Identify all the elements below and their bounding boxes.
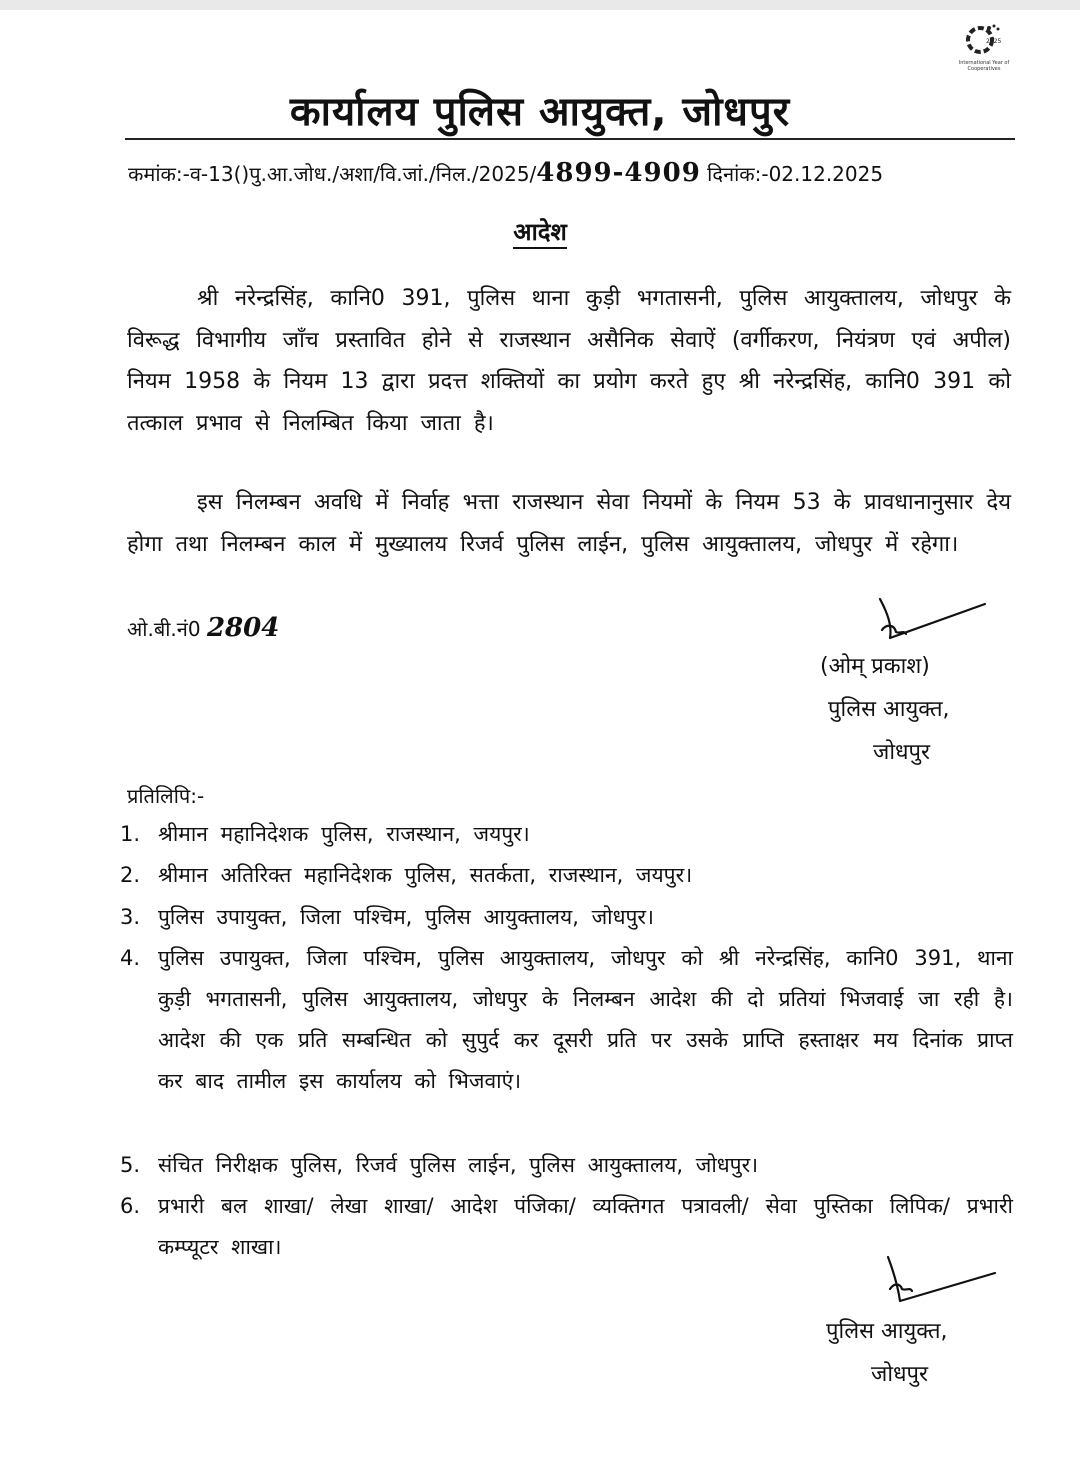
reference-prefix: कमांक:-व-13()पु.आ.जोध./अशा/वि.जां./निल./2025/ xyxy=(128,162,537,186)
dispatch-number-handwritten: 4899-4909 xyxy=(536,158,701,188)
signatory-name: (ओम् प्रकाश) xyxy=(820,654,930,679)
cooperatives-logo xyxy=(952,20,1014,74)
office-heading: कार्यालय पुलिस आयुक्त, जोधपुर xyxy=(289,89,791,135)
ob-number-handwritten: 2804 xyxy=(206,613,280,643)
copy-item-number: 3. xyxy=(120,905,141,929)
ob-label: ओ.बी.नं0 xyxy=(127,617,201,641)
order-title-text: आदेश xyxy=(513,218,567,249)
cooperatives-emblem-icon xyxy=(952,20,1014,60)
copy-item-text: श्रीमान अतिरिक्त महानिदेशक पुलिस, सतर्कता, राजस्थान, जयपुर। xyxy=(158,863,693,887)
copy-item-number: 2. xyxy=(120,863,141,887)
copy-item-text: श्रीमान महानिदेशक पुलिस, राजस्थान, जयपुर। xyxy=(158,822,530,846)
copy-item-text: पुलिस उपायुक्त, जिला पश्चिम, पुलिस आयुक्तालय, जोधपुर को श्री नरेन्द्रसिंह, कानि0 391, थाना कुड़ी भगतासनी, पुलिस आयुक्तालय, जोधपुर के निलम्बन आदेश की दो प्रतियां भिजवाई जा रही है। आदेश की एक प्रति सम्बन्धित को सुपुर्द कर दूसरी प्रति पर उसके प्राप्ति हस्ताक्षर मय दिनांक प्राप्त कर बाद तामील इस कार्यालय को भिजवाएं। xyxy=(158,946,1013,1093)
copy-item-1 xyxy=(120,814,1013,855)
logo-caption: International Year of Cooperatives xyxy=(958,60,1010,72)
copy-item-text: पुलिस उपायुक्त, जिला पश्चिम, पुलिस आयुक्तालय, जोधपुर। xyxy=(158,905,654,929)
heading-rule xyxy=(125,138,1015,140)
reference-date: दिनांक:-02.12.2025 xyxy=(707,162,884,186)
signatory-place-2: जोधपुर xyxy=(871,1362,929,1387)
signatory-place-1: जोधपुर xyxy=(873,740,931,765)
copy-item-number: 5. xyxy=(120,1153,141,1177)
copy-to-label: प्रतिलिपि:- xyxy=(127,784,205,808)
copy-item-number: 6. xyxy=(120,1194,141,1218)
copy-item-text: संचित निरीक्षक पुलिस, रिजर्व पुलिस लाईन, पुलिस आयुक्तालय, जोधपुर। xyxy=(158,1153,759,1177)
signatory-designation-1: पुलिस आयुक्त, xyxy=(828,697,950,722)
logo-year: 2025 xyxy=(986,38,1002,45)
order-paragraph-1: श्री नरेन्द्रसिंह, कानि0 391, पुलिस थाना कुड़ी भगतासनी, पुलिस आयुक्तालय, जोधपुर के विरूद्ध विभागीय जाँच प्रस्तावित होने से राजस्थान असैनिक सेवाऐं (वर्गीकरण, नियंत्रण एवं अपील) नियम 1958 के नियम 13 द्वारा प्रदत्त शक्तियों का प्रयोग करते हुए श्री नरेन्द्रसिंह, कानि0 391 को तत्काल प्रभाव से निलम्बित किया जाता है। xyxy=(127,286,1011,436)
copy-item-4 xyxy=(120,938,1013,1102)
ob-number xyxy=(127,613,279,643)
copy-item-number: 1. xyxy=(120,822,141,846)
copy-item-5 xyxy=(120,1145,1013,1186)
copy-item-number: 4. xyxy=(120,946,141,970)
signatory-designation-2: पुलिस आयुक्त, xyxy=(826,1319,948,1344)
copy-item-3 xyxy=(120,897,1013,938)
top-bar xyxy=(0,0,1080,10)
reference-line xyxy=(128,158,883,188)
copy-item-2 xyxy=(120,855,1013,896)
copy-item-text: प्रभारी बल शाखा/ लेखा शाखा/ आदेश पंजिका/ व्यक्तिगत पत्रावली/ सेवा पुस्तिका लिपिक/ प्रभारी कम्प्यूटर शाखा। xyxy=(158,1194,1013,1259)
order-title xyxy=(0,215,1080,248)
order-paragraph-2: इस निलम्बन अवधि में निर्वाह भत्ता राजस्थान सेवा नियमों के नियम 53 के प्रावधानानुसार देय होगा तथा निलम्बन काल में मुख्यालय रिजर्व पुलिस लाईन, पुलिस आयुक्तालय, जोधपुर में रहेगा। xyxy=(127,490,1011,557)
